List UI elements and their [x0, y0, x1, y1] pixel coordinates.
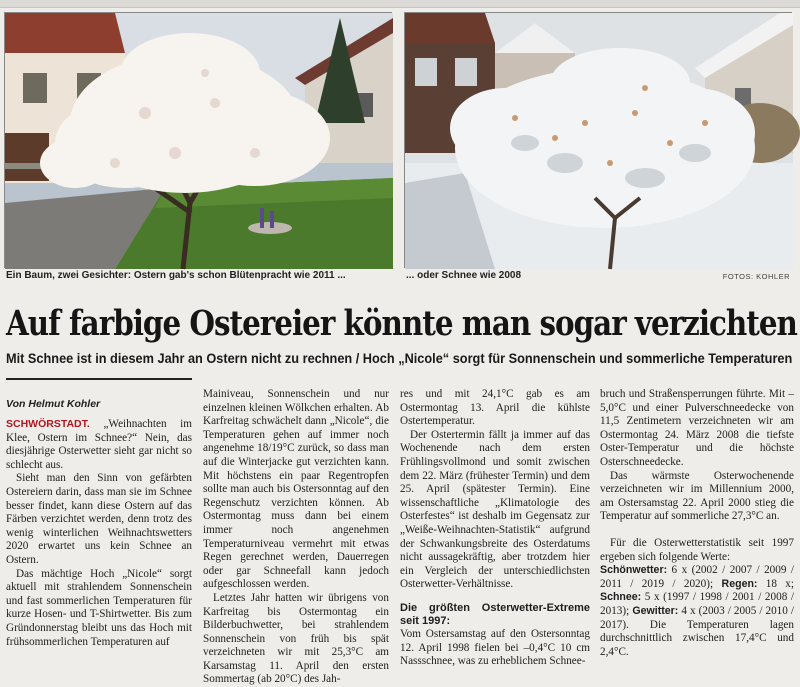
stat-label-sunny: Schönwetter:: [600, 564, 668, 577]
stat-label-thunder: Gewitter:: [629, 604, 679, 617]
article-column-1: [6, 418, 192, 649]
photo-credit: FOTOS: KOHLER: [722, 272, 790, 281]
author-rule: [6, 378, 192, 380]
article-subheadline: Mit Schnee ist in diesem Jahr an Ostern nicht zu rechnen / Hoch „Nicole“ sorgt für Sonnenschein und sommerliche Temperaturen: [6, 350, 793, 366]
article-subheading: Die größten Osterwetter-Extreme seit 1997:: [400, 601, 590, 627]
page-top-strip: [0, 0, 800, 8]
dateline: SCHWÖRSTADT.: [6, 418, 90, 430]
photo-caption-right: ... oder Schnee wie 2008: [406, 270, 522, 281]
photo-magnolia-blossom: [4, 12, 392, 268]
paragraph: Das mächtige Hoch „Nicole“ sorgt aktuell mit strahlendem Sonnenschein und fast sommerlichen Temperaturen für kurze Hosen- und T-Shirtwetter. Bis zum Gründonnerstag bleibt uns das Hoch mit frühsommerlichen Temperaturen auf: [6, 567, 192, 648]
paragraph: Mainiveau, Sonnenschein und nur einzelnen kleinen Wölkchen erhalten. Ab Karfreitag schwächelt dann „Nicole“, die Temperaturen gehen auf immer noch angenehme 18/19°C zurück, so dass man auf die Winterjacke gut verzichten kann. Mit höchstens ein paar Regentropfen sollte man auch bis Ostersonntag auf den Regenschutz verzichten können. Ab Ostermontag muss dann bei einem immer noch angenehmen Temperaturniveau vermehrt mit etwas Regen gerechnet werden, Dauerregen oder gar Schneefall kann jedoch aufgeschlossen werden.: [203, 388, 389, 591]
photo-magnolia-snow: [404, 12, 792, 268]
stat-value-sunny: 6 x (2002 / 2007 / 2009 / 2011 / 2019 / 2020);: [600, 564, 794, 590]
stat-value-rain: 18 x;: [757, 577, 795, 590]
statistics-paragraph: [600, 564, 794, 659]
paragraph: bruch und Straßensperrungen führte. Mit –5,0°C und einer Pulverschneedecke von 11,5 Zentimetern verzeichneten wir am Ostermontag 24. März 2008 die tiefste Oster-Temperatur und die höchste Osterschneedecke.: [600, 388, 794, 468]
paragraph-text: „Weihnachten im Klee, Ostern im Schnee?“ Nein, das diesjährige Osterwetter sieht gar nicht so schlecht aus.: [6, 418, 192, 471]
paragraph: Sieht man den Sinn von gefärbten Ostereiern darin, dass man sie im Schnee besser findet, kann diese Ostern auf das Färben verzichtet werden, denn trotz des wenig winterlichen Weihnachtswetters 2020 erwartet uns kein Schnee an Ostern.: [6, 472, 192, 566]
photo-caption-left: Ein Baum, zwei Gesichter: Ostern gab's schon Blütenpracht wie 2011 ...: [6, 270, 346, 281]
stat-value-snow: 5 x (1997 / 1998 / 2001 / 2008 / 2013);: [600, 591, 794, 617]
paragraph: [6, 418, 192, 472]
article-column-2: [203, 388, 389, 687]
article-column-3: [400, 388, 590, 669]
paragraph: res und mit 24,1°C gab es am Ostermontag 13. April die kühlste Ostertemperatur.: [400, 388, 590, 428]
paragraph: Letztes Jahr hatten wir übrigens von Karfreitag bis Ostermontag ein Bilderbuchwetter, bei strahlendem Sonnenschein von früh bis spät verzeichneten wir mit 25,3°C am Karsamstag 11. April den ersten Sommertag (ab 20°C) des Jah-: [203, 591, 389, 686]
paragraph: Für die Osterwetterstatistik seit 1997 ergeben sich folgende Werte:: [600, 536, 794, 563]
stat-value-thunder: 4 x (2003 / 2005 / 2010 / 2017). Die Temperaturen lagen durchschnittlich zwischen 17,4°C und 2,4°C.: [600, 604, 794, 658]
stat-label-rain: Regen:: [713, 577, 758, 590]
article-headline: Auf farbige Ostereier könnte man sogar verzichten: [6, 303, 797, 344]
paragraph: Der Ostertermin fällt ja immer auf das Wochenende nach dem ersten Frühlingsvollmond und somit zwischen dem 22. März (frühester Termin) und dem 25. April (spätester Termin). Eine wissenschaftliche „Klimatologie des Osterfestes“ ist deshalb im Gegensatz zur „Weiße-Weihnachten-Statistik“ aufgrund der Schwankungsbreite des Osterdatums nicht aussagekräftig, aber trotzdem hier ein Vergleich der unterschiedlichsten Osterwetter-Verhältnisse.: [400, 428, 590, 591]
stat-label-snow: Schnee:: [600, 591, 642, 604]
paragraph: Das wärmste Osterwochenende verzeichneten wir im Millennium 2000, am Ostersamstag 22. April 2000 stieg die Temperatur auf sommerliche 27,3°C an.: [600, 469, 794, 523]
article-author: Von Helmut Kohler: [6, 398, 101, 410]
article-column-4: [600, 388, 794, 659]
paragraph: Vom Ostersamstag auf den Ostersonntag 12. April 1998 fielen bei –0,4°C 10 cm Nassschnee, was zu erheblichem Schnee-: [400, 627, 590, 668]
